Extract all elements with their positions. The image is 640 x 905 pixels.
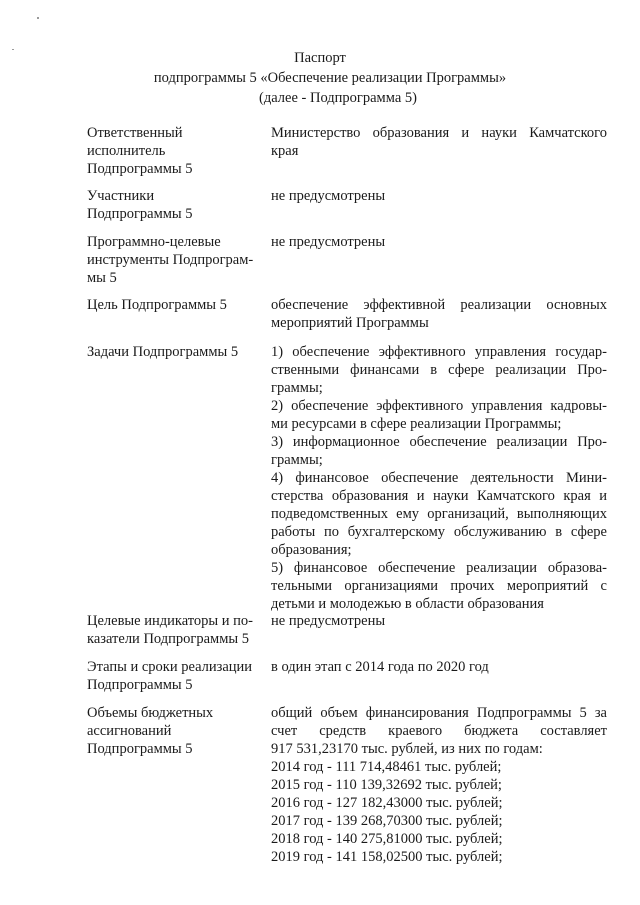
row-label: [87, 612, 259, 648]
label-line: исполнитель: [87, 143, 166, 159]
label-line: Этапы и сроки реализации: [87, 659, 253, 675]
value-line: стерства образования и науки Камчатского края и: [271, 488, 607, 504]
title-line-1: Паспорт: [294, 50, 346, 66]
row-label: [87, 233, 259, 287]
label-line: Подпрограммы 5: [87, 161, 193, 177]
label-line: Объемы бюджетных: [87, 705, 214, 721]
value-line: Министерство образования и науки Камчатского: [271, 125, 607, 141]
value-line: счет средств краевого бюджета составляет: [271, 723, 607, 739]
row-value: [271, 124, 607, 160]
passport-title: [0, 48, 640, 108]
value-line: не предусмотрены: [271, 234, 386, 250]
row-value: [271, 343, 607, 613]
value-line: мероприятий Программы: [271, 315, 429, 331]
value-line: 3) информационное обеспечение реализации Про-: [271, 434, 607, 450]
row-value: [271, 612, 607, 630]
value-line: тельными организациями прочих мероприятий с: [271, 578, 607, 594]
label-line: Подпрограммы 5: [87, 677, 193, 693]
row-value: [271, 187, 607, 205]
row-value: [271, 704, 607, 866]
value-line: 2014 год - 111 714,48461 тыс. рублей;: [271, 759, 502, 775]
value-line: 2015 год - 110 139,32692 тыс. рублей;: [271, 777, 502, 793]
value-line: ми ресурсами в сфере реализации Программы;: [271, 416, 562, 432]
label-line: Подпрограммы 5: [87, 741, 193, 757]
value-line: в один этап с 2014 года по 2020 год: [271, 659, 489, 675]
value-line: 2) обеспечение эффективного управления кадровы-: [271, 398, 607, 414]
label-line: Подпрограммы 5: [87, 206, 193, 222]
label-line: Программно-целевые: [87, 234, 221, 250]
label-line: мы 5: [87, 270, 117, 286]
row-label: [87, 343, 259, 361]
value-line: граммы;: [271, 380, 323, 396]
row-label: [87, 124, 259, 178]
row-label: [87, 704, 259, 758]
row-value: [271, 296, 607, 332]
value-line: 2016 год - 127 182,43000 тыс. рублей;: [271, 795, 503, 811]
value-line: обеспечение эффективной реализации основных: [271, 297, 607, 313]
value-line: 917 531,23170 тыс. рублей, из них по годам:: [271, 741, 543, 757]
value-line: детьми и молодежью в области образования: [271, 596, 544, 612]
label-line: Участники: [87, 188, 155, 204]
row-label: [87, 296, 259, 314]
label-line: ассигнований: [87, 723, 172, 739]
row-label: [87, 187, 259, 223]
value-line: не предусмотрены: [271, 188, 386, 204]
value-line: 2018 год - 140 275,81000 тыс. рублей;: [271, 831, 503, 847]
value-line: 2017 год - 139 268,70300 тыс. рублей;: [271, 813, 503, 829]
row-label: [87, 658, 259, 694]
value-line: общий объем финансирования Подпрограммы 5 за: [271, 705, 607, 721]
label-line: инструменты Подпрограм-: [87, 252, 254, 268]
label-line: Ответственный: [87, 125, 183, 141]
value-line: края: [271, 143, 299, 159]
value-line: подведомственных ему организаций, выполняющих: [271, 506, 607, 522]
value-line: образования;: [271, 542, 352, 558]
value-line: 4) финансовое обеспечение деятельности Мини-: [271, 470, 607, 486]
value-line: 2019 год - 141 158,02500 тыс. рублей;: [271, 849, 503, 865]
value-line: не предусмотрены: [271, 613, 386, 629]
value-line: ственными финансами в сфере реализации Про-: [271, 362, 607, 378]
scan-speck: [37, 17, 39, 19]
label-line: Целевые индикаторы и по-: [87, 613, 254, 629]
label-line: Цель Подпрограммы 5: [87, 297, 227, 313]
label-line: казатели Подпрограммы 5: [87, 631, 249, 647]
value-line: 5) финансовое обеспечение реализации образова-: [271, 560, 607, 576]
label-line: Задачи Подпрограммы 5: [87, 344, 239, 360]
value-line: граммы;: [271, 452, 323, 468]
title-line-3: (далее - Подпрограмма 5): [259, 90, 417, 106]
value-line: 1) обеспечение эффективного управления государ-: [271, 344, 607, 360]
row-value: [271, 658, 607, 676]
row-value: [271, 233, 607, 251]
value-line: работы по бухгалтерскому обслуживанию в сфере: [271, 524, 607, 540]
title-line-2: подпрограммы 5 «Обеспечение реализации Программы»: [153, 70, 507, 86]
